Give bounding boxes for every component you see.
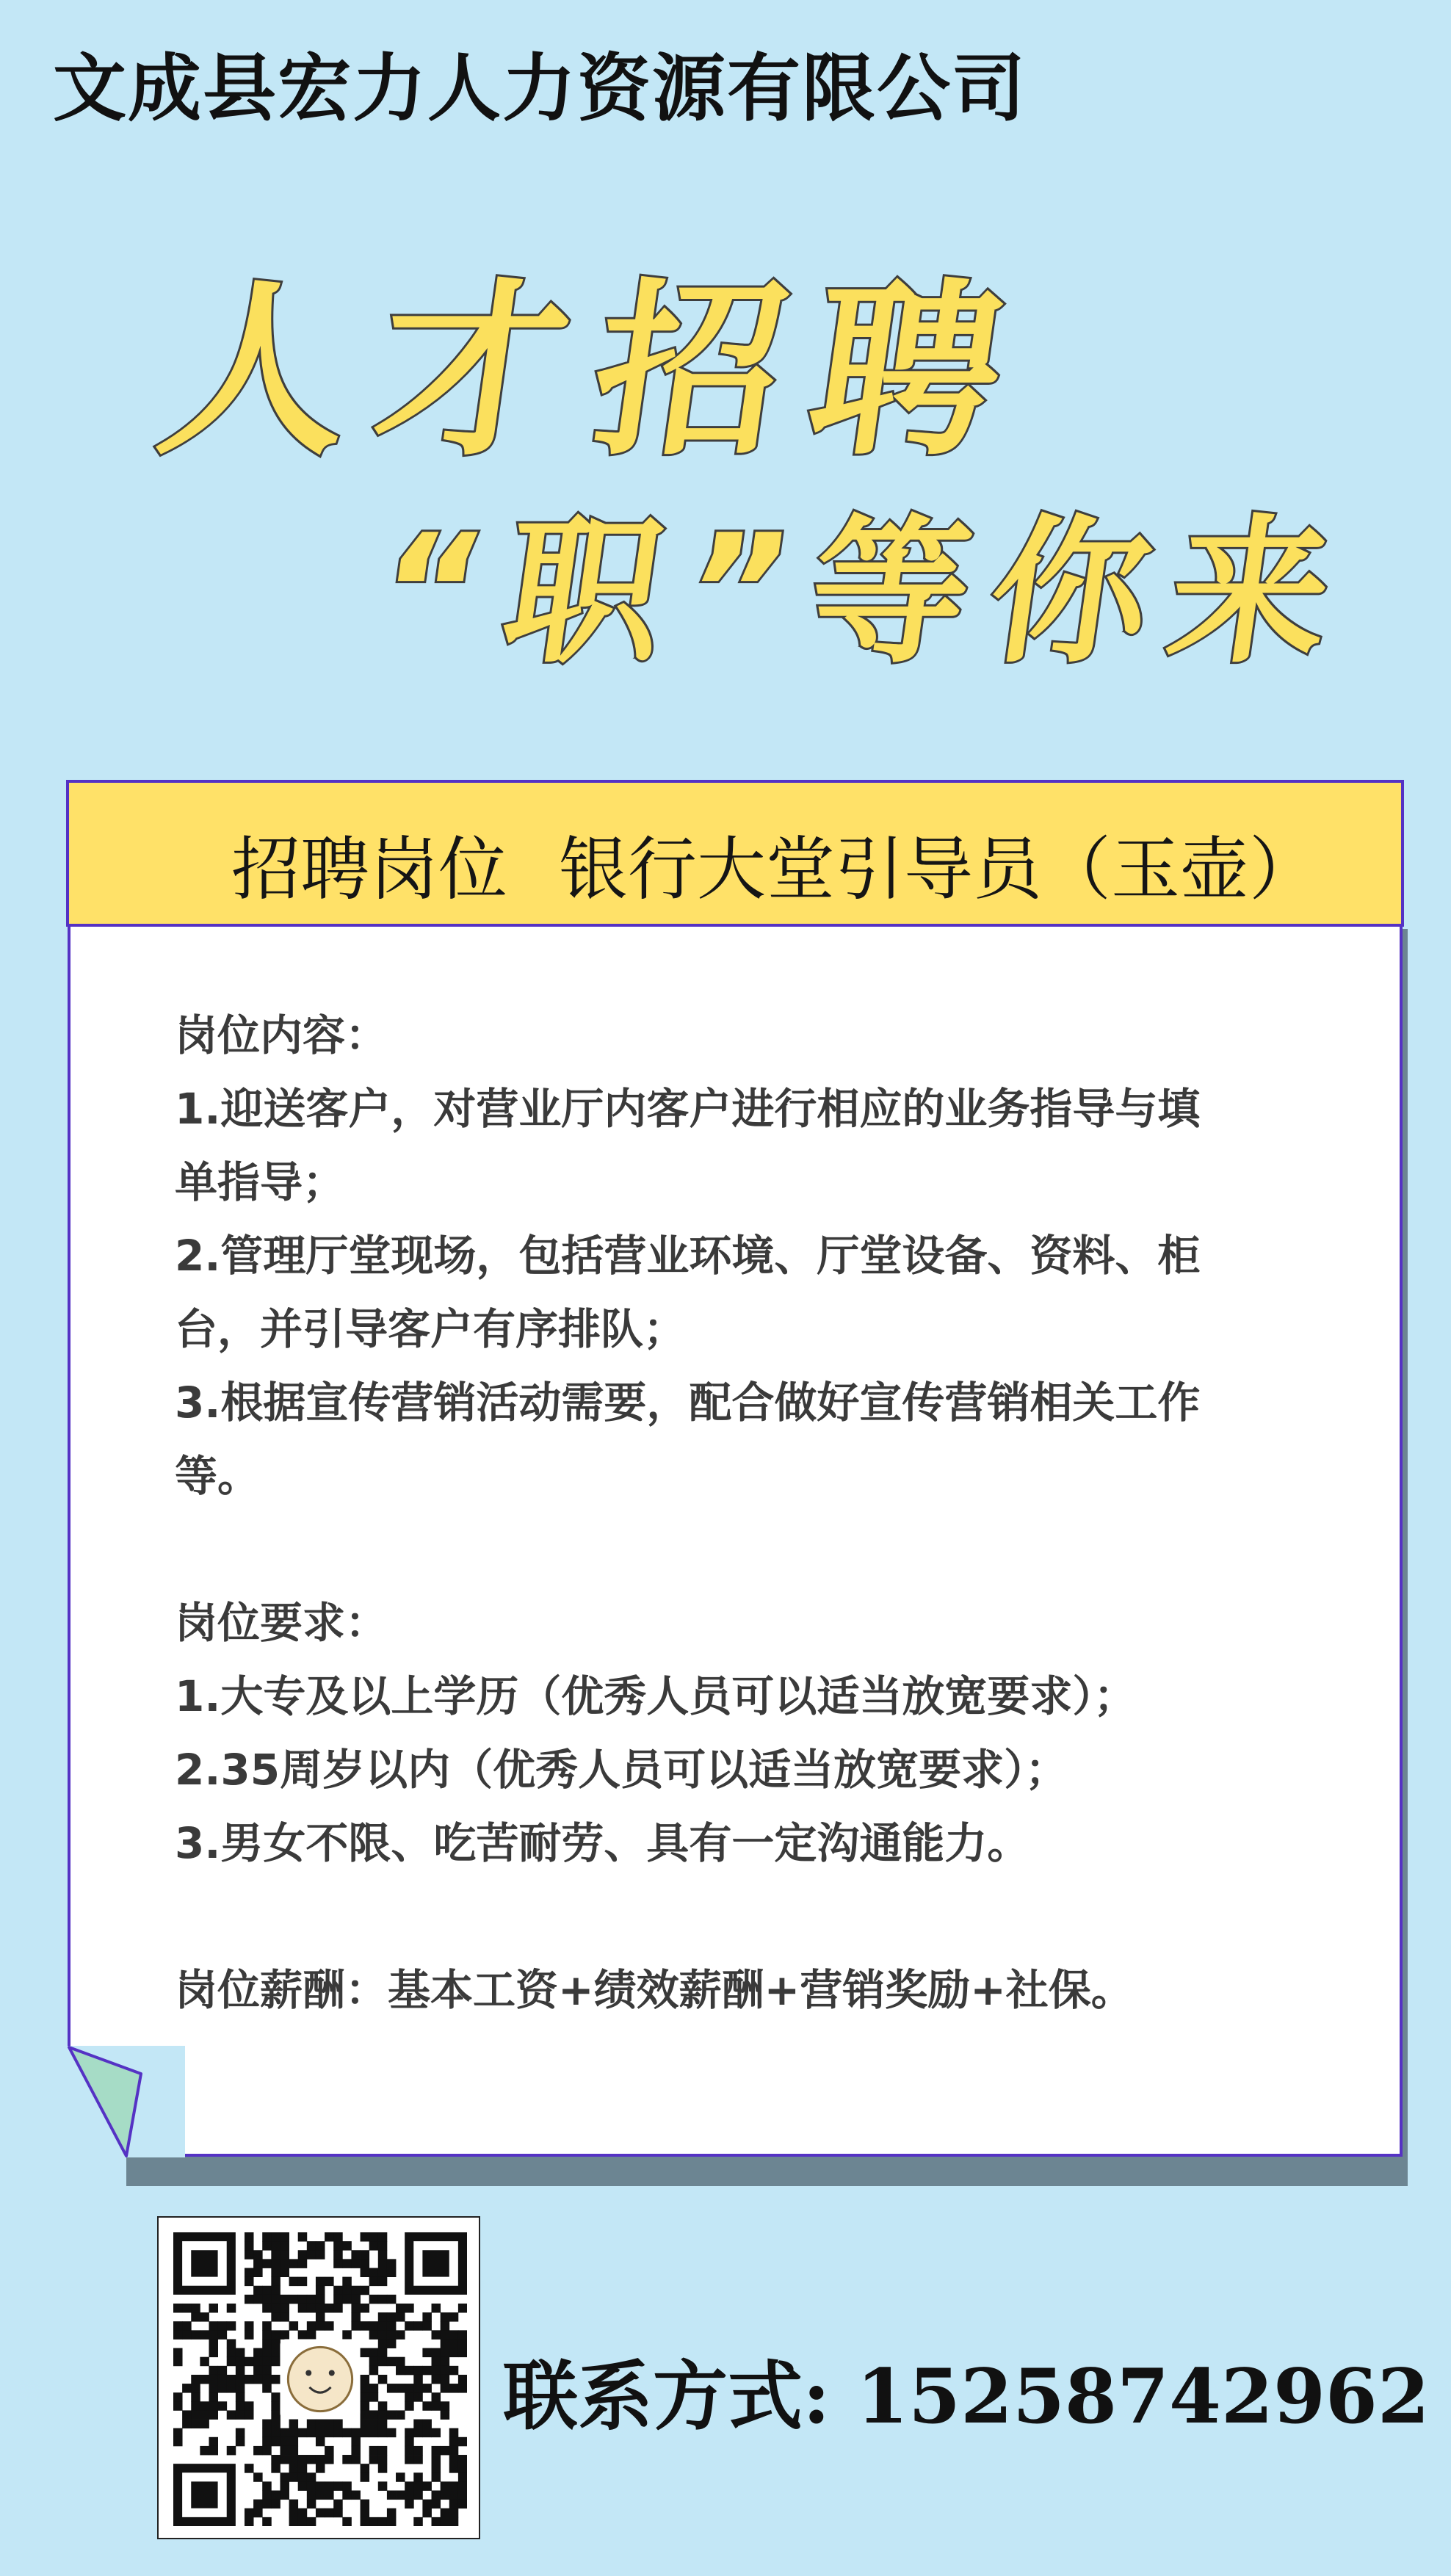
contact-phone: 15258742962 [856,2353,1430,2441]
qr-code-icon [173,2232,467,2526]
duty-line: 1.迎送客户，对营业厅内客户进行相应的业务指导与填 [175,1084,1201,1134]
requirements-title: 岗位要求： [175,1598,388,1648]
company-name: 文成县宏力人力资源有限公司 [53,46,1027,131]
position-banner-text [231,814,1318,913]
job-details [175,999,1350,2027]
requirement-line: 1.大专及以上学历（优秀人员可以适当放宽要求）； [175,1671,1137,1721]
headline-talent-recruitment: 人才招聘 [147,263,1045,481]
duties-title: 岗位内容： [175,1010,388,1060]
duty-line: 3.根据宣传营销活动需要，配合做好宣传营销相关工作 [175,1378,1201,1428]
contact-info [503,2337,1430,2445]
position-label: 招聘岗位 [231,830,508,910]
requirement-line: 2.35周岁以内（优秀人员可以适当放宽要求）； [175,1745,1068,1795]
qr-code [157,2216,480,2539]
salary-line: 岗位薪酬：基本工资+绩效薪酬+营销奖励+社保。 [175,1965,1134,2015]
position-title: 银行大堂引导员（玉壶） [559,830,1319,910]
page-fold-icon [68,2046,150,2157]
duty-line: 等。 [175,1451,261,1501]
duty-line: 2.管理厅堂现场，包括营业环境、厅堂设备、资料、柜 [175,1231,1201,1281]
contact-label: 联系方式: [503,2353,831,2441]
requirement-line: 3.男女不限、吃苦耐劳、具有一定沟通能力。 [175,1818,1030,1868]
headline-job-awaits: “职”等你来 [366,500,1364,684]
duty-line: 单指导； [175,1157,346,1207]
duty-line: 台，并引导客户有序排队； [175,1304,687,1354]
